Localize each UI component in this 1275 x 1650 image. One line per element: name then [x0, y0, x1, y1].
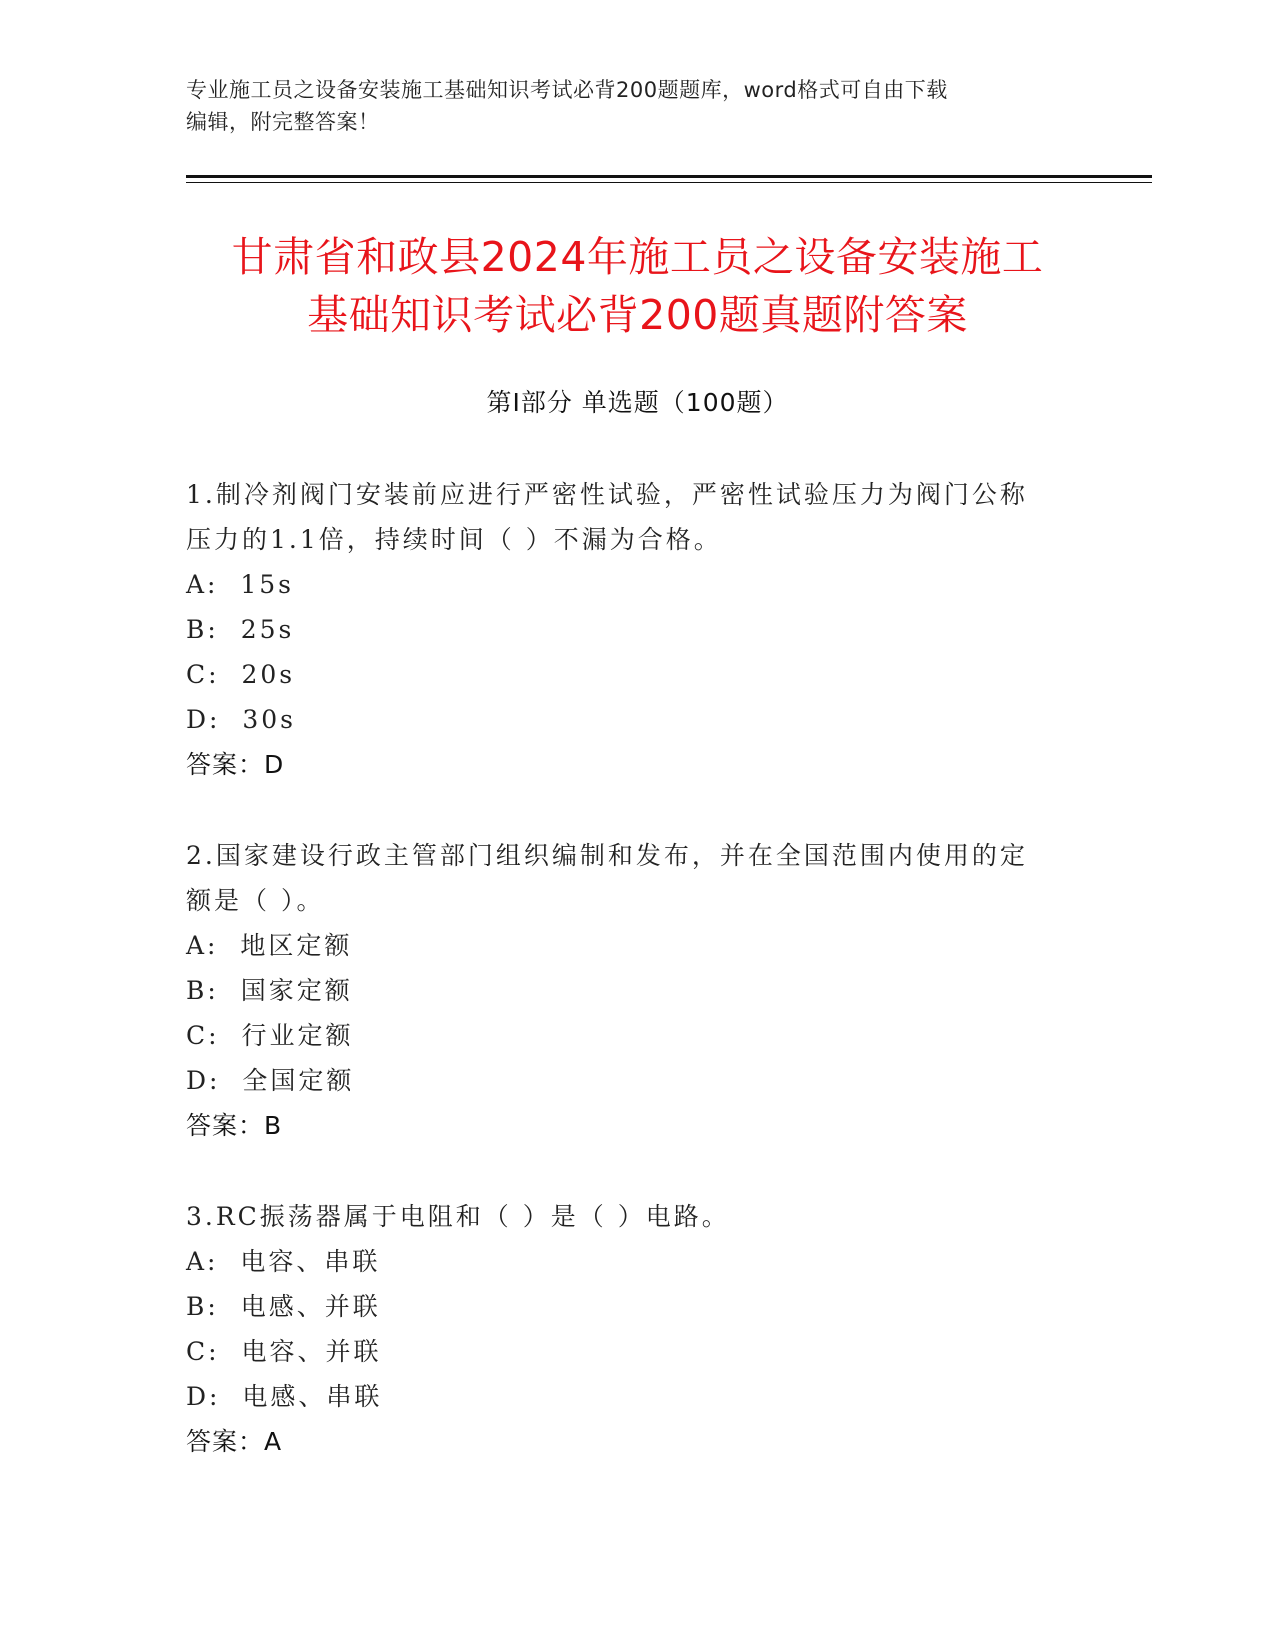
- question-stem-continued: 额是（ ）。: [186, 886, 325, 915]
- option-d: D: 全国定额: [186, 1066, 355, 1095]
- question-stem: 2.国家建设行政主管部门组织编制和发布，并在全国范围内使用的定: [186, 841, 1028, 870]
- header-note-line-1: 专业施工员之设备安装施工基础知识考试必背200题题库，word格式可自由下载: [186, 78, 948, 102]
- header-note-line-2: 编辑，附完整答案！: [186, 110, 380, 134]
- header-divider-thick: [186, 175, 1152, 178]
- question-stem: 3.RC振荡器属于电阻和（ ）是（ ）电路。: [186, 1202, 730, 1231]
- document-title-line-2: 基础知识考试必背200题真题附答案: [307, 291, 968, 339]
- header-divider-thin: [186, 182, 1152, 183]
- question-stem: 1.制冷剂阀门安装前应进行严密性试验，严密性试验压力为阀门公称: [186, 480, 1028, 509]
- option-a: A: 地区定额: [186, 931, 353, 960]
- option-c: C: 电容、并联: [186, 1337, 382, 1366]
- option-d: D: 30s: [186, 705, 297, 734]
- answer: 答案：B: [186, 1111, 283, 1140]
- answer: 答案：D: [186, 750, 285, 779]
- option-a: A: 15s: [186, 570, 295, 599]
- question-list: [186, 472, 1086, 1510]
- question-3: [186, 1194, 1086, 1464]
- option-b: B: 国家定额: [186, 976, 353, 1005]
- option-c: C: 20s: [186, 660, 296, 689]
- section-heading: 第Ⅰ部分 单选题（100题）: [486, 388, 789, 417]
- option-d: D: 电感、串联: [186, 1382, 383, 1411]
- answer: 答案：A: [186, 1427, 283, 1456]
- option-b: B: 电感、并联: [186, 1292, 381, 1321]
- document-title-line-1: 甘肃省和政县2024年施工员之设备安装施工: [231, 233, 1044, 281]
- option-b: B: 25s: [186, 615, 295, 644]
- option-a: A: 电容、串联: [186, 1247, 381, 1276]
- document-title: [160, 228, 1115, 344]
- question-stem-continued: 压力的1.1倍，持续时间（ ）不漏为合格。: [186, 525, 722, 554]
- question-1: [186, 472, 1086, 787]
- option-c: C: 行业定额: [186, 1021, 354, 1050]
- header-note: [186, 74, 1066, 138]
- question-2: [186, 833, 1086, 1148]
